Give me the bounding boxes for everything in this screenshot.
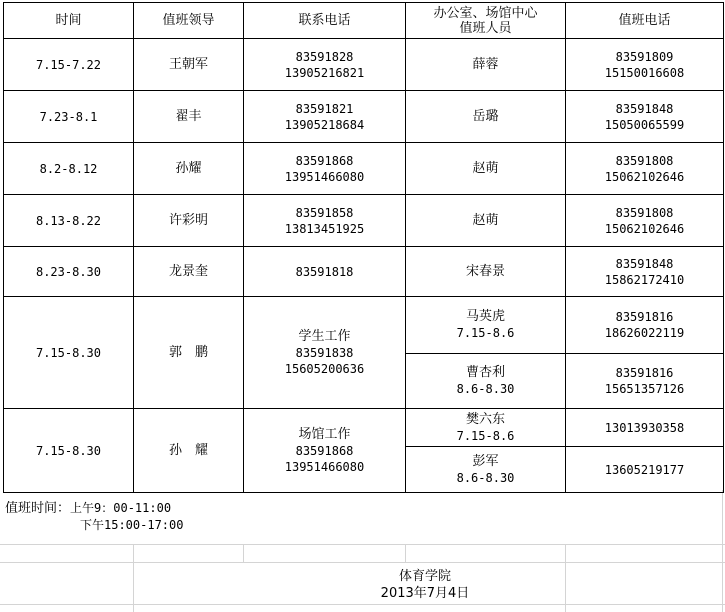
- role-label: 场馆工作: [298, 426, 351, 442]
- cell-staff: [406, 409, 566, 447]
- duty-phone-2: 15050065599: [604, 117, 685, 132]
- leader-phone-2: 15605200636: [284, 361, 365, 376]
- cell-duty-phone: [566, 39, 724, 91]
- cell-time: 7.15-8.30: [4, 297, 134, 409]
- leader-phone-1: 83591828: [295, 49, 354, 64]
- cell-staff: 赵萌: [406, 195, 566, 247]
- cell-leader: 龙景奎: [134, 247, 244, 297]
- cell-time: 7.15-7.22: [4, 39, 134, 91]
- leader-phone-2: 13951466080: [284, 169, 365, 184]
- table-row: [4, 195, 724, 247]
- cell-staff: 赵萌: [406, 143, 566, 195]
- duty-phone-1: 83591848: [615, 256, 674, 271]
- cell-staff: [406, 297, 566, 354]
- table-row: [4, 297, 724, 354]
- cell-leader: 孙耀: [134, 143, 244, 195]
- header-leader: 值班领导: [134, 3, 244, 39]
- header-duty-phone: 值班电话: [566, 3, 724, 39]
- footer-date: 2013年7月4日: [380, 586, 470, 601]
- cell-leader-phone: [244, 409, 406, 493]
- cell-leader: 许彩明: [134, 195, 244, 247]
- cell-leader: 翟丰: [134, 91, 244, 143]
- cell-leader-phone: [244, 297, 406, 409]
- header-leader-phone: 联系电话: [244, 3, 406, 39]
- cell-staff: 岳璐: [406, 91, 566, 143]
- cell-duty-phone: 13605219177: [566, 447, 724, 493]
- leader-phone-2: 13905216821: [284, 65, 365, 80]
- staff-period: 8.6-8.30: [456, 470, 515, 485]
- footer-org: 体育学院: [398, 569, 451, 584]
- duty-hours: [5, 500, 183, 534]
- cell-time: 7.23-8.1: [4, 91, 134, 143]
- grid-line: [243, 544, 244, 562]
- cell-staff: [406, 354, 566, 409]
- cell-staff: 宋春景: [406, 247, 566, 297]
- grid-line: [405, 544, 406, 562]
- duty-phone-1: 83591808: [615, 153, 674, 168]
- staff-name: 樊六东: [465, 411, 505, 427]
- leader-phone-2: 13813451925: [284, 221, 365, 236]
- staff-period: 7.15-8.6: [456, 326, 515, 340]
- grid-line: [0, 562, 725, 563]
- duty-hours-afternoon: 下午15:00-17:00: [80, 518, 184, 532]
- role-label: 学生工作: [298, 328, 351, 344]
- duty-hours-morning: 上午9：00-11:00: [70, 501, 172, 515]
- staff-period: 8.6-8.30: [456, 382, 515, 396]
- cell-duty-phone: 13013930358: [566, 409, 724, 447]
- cell-duty-phone: [566, 354, 724, 409]
- header-time: 时间: [4, 3, 134, 39]
- leader-phone-2: 13951466080: [284, 459, 365, 474]
- cell-duty-phone: [566, 247, 724, 297]
- grid-line: [565, 544, 566, 612]
- table-row: [4, 409, 724, 447]
- cell-leader: 孙 耀: [134, 409, 244, 493]
- duty-phone-1: 83591816: [615, 310, 674, 324]
- cell-time: 8.13-8.22: [4, 195, 134, 247]
- duty-phone-2: 15150016608: [604, 65, 685, 80]
- grid-line: [722, 490, 723, 612]
- duty-phone-1: 83591808: [615, 205, 674, 220]
- cell-duty-phone: [566, 91, 724, 143]
- duty-phone-2: 15651357126: [604, 382, 685, 396]
- leader-phone-2: 13905218684: [284, 117, 365, 132]
- duty-phone-1: 83591809: [615, 49, 674, 64]
- duty-schedule-table: [3, 2, 724, 493]
- leader-phone-1: 83591868: [295, 153, 354, 168]
- table-row: [4, 143, 724, 195]
- leader-phone-1: 83591821: [295, 101, 354, 116]
- header-staff-line2: 值班人员: [459, 20, 512, 36]
- grid-line: [0, 544, 725, 545]
- duty-phone-1: 83591816: [615, 366, 674, 380]
- cell-leader-phone: [244, 143, 406, 195]
- duty-phone-2: 15062102646: [604, 169, 685, 184]
- duty-phone-1: 83591848: [615, 101, 674, 116]
- grid-line: [0, 604, 725, 605]
- cell-time: 8.23-8.30: [4, 247, 134, 297]
- cell-leader-phone: [244, 91, 406, 143]
- cell-leader-phone: [244, 195, 406, 247]
- cell-time: 7.15-8.30: [4, 409, 134, 493]
- duty-phone-2: 18626022119: [604, 326, 685, 340]
- header-staff-line1: 办公室、场馆中心: [433, 5, 538, 21]
- duty-hours-row1: [5, 500, 183, 517]
- header-row: [4, 3, 724, 39]
- cell-leader-phone: 83591818: [244, 247, 406, 297]
- cell-duty-phone: [566, 143, 724, 195]
- leader-phone-1: 83591868: [295, 443, 354, 458]
- duty-phone-2: 15862172410: [604, 272, 685, 287]
- duty-hours-label: 值班时间：: [5, 501, 71, 516]
- footer-signature: [300, 568, 550, 602]
- cell-duty-phone: [566, 195, 724, 247]
- duty-hours-row2: [5, 517, 183, 534]
- cell-leader-phone: [244, 39, 406, 91]
- cell-leader: 王朝军: [134, 39, 244, 91]
- leader-phone-1: 83591838: [295, 345, 354, 360]
- cell-staff: [406, 447, 566, 493]
- staff-period: 7.15-8.6: [456, 428, 515, 443]
- staff-name: 马英虎: [465, 309, 505, 324]
- leader-phone-1: 83591858: [295, 205, 354, 220]
- header-staff: [406, 3, 566, 39]
- duty-phone-2: 15062102646: [604, 221, 685, 236]
- table-row: [4, 247, 724, 297]
- staff-name: 曹杏利: [465, 365, 505, 380]
- cell-time: 8.2-8.12: [4, 143, 134, 195]
- table-row: [4, 91, 724, 143]
- table-row: [4, 39, 724, 91]
- cell-leader: 郭 鹏: [134, 297, 244, 409]
- cell-staff: 薛蓉: [406, 39, 566, 91]
- cell-duty-phone: [566, 297, 724, 354]
- staff-name: 彭军: [472, 453, 499, 469]
- grid-line: [133, 544, 134, 612]
